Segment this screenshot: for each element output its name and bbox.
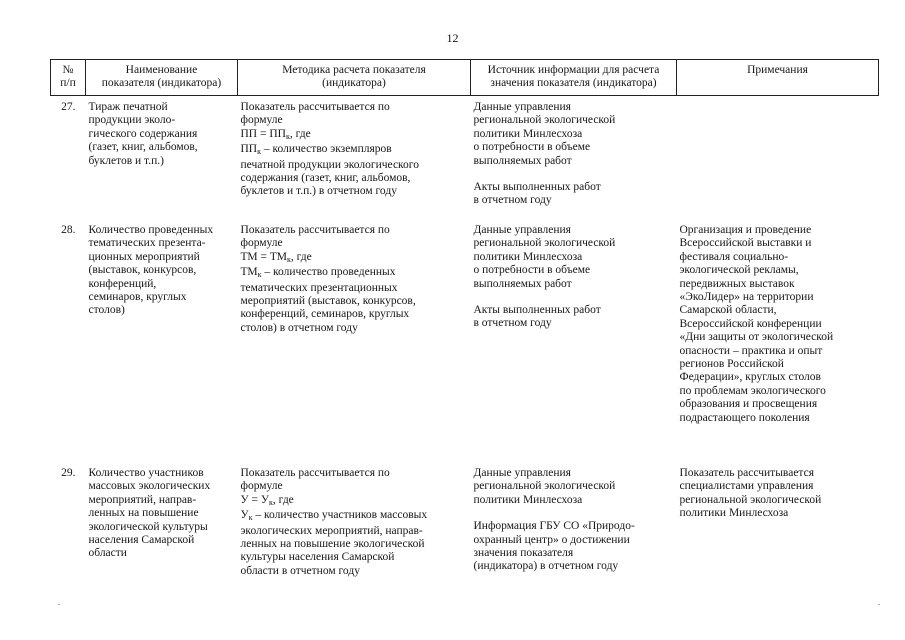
indicator-name-line: буклетов и т.п.) (88, 154, 164, 167)
information-source (471, 219, 677, 462)
source-line: охранный центр» о достижении (473, 533, 630, 546)
indicators-table (50, 59, 879, 587)
method-line: Показатель рассчитывается по (240, 467, 390, 479)
method-line: конференций, семинаров, круглых (240, 308, 410, 321)
header-calculation-method: Методика расчета показателя (индикатора) (238, 60, 471, 96)
indicator-name (86, 219, 238, 462)
table-row (51, 219, 879, 462)
method-line: буклетов и т.п.) в отчетном году (240, 185, 397, 198)
indicator-name-line: ленных на повышение (88, 507, 199, 520)
source-line: региональной экологической (473, 114, 616, 127)
notes-line: образования и просвещения (679, 398, 818, 411)
definition-text: – количество экземпляров (261, 143, 392, 156)
method-line: тематических презентационных (240, 281, 398, 294)
indicator-name-line: столов) (88, 304, 125, 317)
formula-definition (241, 266, 469, 281)
indicator-name-line: мероприятий, направ- (88, 493, 197, 506)
source-line: региональной экологической (473, 237, 616, 250)
source-line: Акты выполненных работ (473, 304, 601, 317)
subscript: к (257, 147, 262, 157)
notes-line: Показатель рассчитывается (679, 467, 814, 479)
table-row (51, 462, 879, 587)
indicator-name-line: продукции эколо- (88, 114, 176, 127)
formula-right: , где (272, 493, 294, 506)
table-header-row (51, 60, 879, 96)
method-line: формуле (240, 114, 283, 127)
definition-term: ТМ (240, 266, 258, 279)
indicator-name-line: населения Самарской (88, 534, 195, 547)
formula-left: У = У (240, 493, 270, 506)
method-line: культуры населения Самарской (240, 551, 395, 564)
subscript: к (285, 131, 290, 141)
notes-line: по проблемам экологического (679, 384, 826, 397)
notes-line: фестиваля социально- (679, 250, 789, 263)
formula-right: , где (290, 250, 312, 263)
indicator-name-line: Количество участников (88, 467, 204, 479)
source-line: политики Минлесхоза (473, 250, 583, 263)
calculation-method (238, 219, 471, 462)
row-number: 28. (61, 224, 76, 236)
source-line: региональной экологической (473, 480, 616, 493)
method-line: формуле (240, 480, 283, 493)
notes-line: Всероссийской конференции (679, 317, 822, 330)
notes-line: специалистами управления (679, 480, 814, 493)
formula (241, 128, 469, 143)
source-line: о потребности в объеме (473, 264, 591, 277)
header-indicator-name: Наименование показателя (индикатора) (86, 60, 238, 96)
notes-line: Организация и проведение (679, 224, 812, 236)
indicator-name-line: ционных мероприятий (88, 250, 200, 263)
calculation-method (238, 462, 471, 587)
header-notes: Примечания (677, 60, 879, 96)
indicator-name-line: тематических презента- (88, 237, 206, 250)
notes-line: региональной экологической (679, 493, 822, 506)
source-line: политики Минлесхоза (473, 127, 583, 140)
subscript: к (269, 497, 273, 507)
definition-term: ПП (240, 143, 258, 156)
source-line: (индикатора) в отчетном году (473, 560, 619, 573)
method-line: области в отчетном году (240, 564, 360, 577)
header-number: № п/п (51, 60, 86, 96)
formula (241, 251, 469, 266)
formula (241, 494, 469, 509)
notes-line: Самарской области, (679, 304, 777, 317)
indicator-name-line: Тираж печатной (88, 101, 168, 113)
formula-definition (241, 509, 469, 524)
definition-text: – количество проведенных (261, 266, 396, 279)
source-line: Акты выполненных работ (473, 181, 601, 194)
indicator-name-line: гического содержания (88, 127, 198, 140)
source-line: Данные управления (473, 224, 571, 236)
source-line: Данные управления (473, 101, 571, 113)
method-line: печатной продукции экологического (240, 158, 419, 171)
method-line: столов) в отчетном году (240, 321, 358, 334)
notes-line: Федерации», круглых столов (679, 371, 821, 384)
method-line: Показатель рассчитывается по (240, 224, 390, 236)
indicator-name-line: (газет, книг, альбомов, (88, 141, 198, 154)
indicator-name-line: семинаров, круглых (88, 291, 187, 304)
source-line: политики Минлесхоза (473, 493, 583, 506)
notes (677, 219, 879, 462)
page-number: 12 (446, 31, 459, 45)
notes-line: Всероссийской выставки и (679, 237, 812, 250)
indicator-name-line: конференций, (88, 277, 157, 290)
formula-left: ТМ = ТМ (240, 250, 287, 263)
source-line: в отчетном году (473, 317, 552, 330)
method-line: экологических мероприятий, направ- (240, 524, 423, 537)
method-line: Показатель рассчитывается по (240, 101, 390, 113)
notes-line: регионов Российской (679, 358, 784, 371)
formula-right: , где (289, 127, 311, 140)
notes-line: политики Минлесхоза (679, 507, 789, 520)
information-source (471, 96, 677, 220)
indicator-name-line: (выставок, конкурсов, (88, 264, 197, 277)
subscript: к (286, 254, 291, 264)
notes-line: опасности – практика и опыт (679, 344, 823, 357)
notes (677, 96, 879, 220)
formula-definition (241, 143, 469, 158)
subscript: к (257, 270, 262, 280)
source-line: выполняемых работ (473, 277, 572, 290)
indicator-name-line: экологической культуры (88, 520, 208, 533)
indicator-name-line: Количество проведенных (88, 224, 214, 236)
source-line: выполняемых работ (473, 154, 572, 167)
definition-text: – количество участников массовых (252, 509, 428, 522)
source-line: о потребности в объеме (473, 141, 591, 154)
notes-line: экологической рекламы, (679, 264, 799, 277)
definition-term: У (240, 509, 249, 522)
header-information-source: Источник информации для расчета значения показателя (индикатора) (471, 60, 677, 96)
method-line: формуле (240, 237, 283, 250)
formula-left: ПП = ПП (240, 127, 286, 140)
indicator-name (86, 96, 238, 220)
method-line: мероприятий (выставок, конкурсов, (240, 295, 416, 308)
notes-line: передвижных выставок (679, 277, 795, 290)
method-line: ленных на повышение экологической (240, 538, 425, 551)
subscript: к (248, 513, 253, 523)
calculation-method (238, 96, 471, 220)
row-number: 27. (61, 101, 76, 113)
table-row (51, 96, 879, 220)
notes-line: подрастающего поколения (679, 411, 810, 424)
source-line: значения показателя (473, 547, 574, 560)
information-source (471, 462, 677, 587)
row-number: 29. (61, 467, 76, 479)
notes-line: «Дни защиты от экологической (679, 331, 834, 344)
indicator-name-line: массовых экологических (88, 480, 211, 493)
source-line: в отчетном году (473, 194, 552, 207)
notes-line: «ЭкоЛидер» на территории (679, 291, 814, 304)
source-line: Данные управления (473, 467, 571, 479)
indicator-name (86, 462, 238, 587)
indicator-name-line: области (88, 547, 127, 560)
method-line: содержания (газет, книг, альбомов, (240, 172, 411, 185)
source-line: Информация ГБУ СО «Природо- (473, 520, 635, 533)
notes (677, 462, 879, 587)
